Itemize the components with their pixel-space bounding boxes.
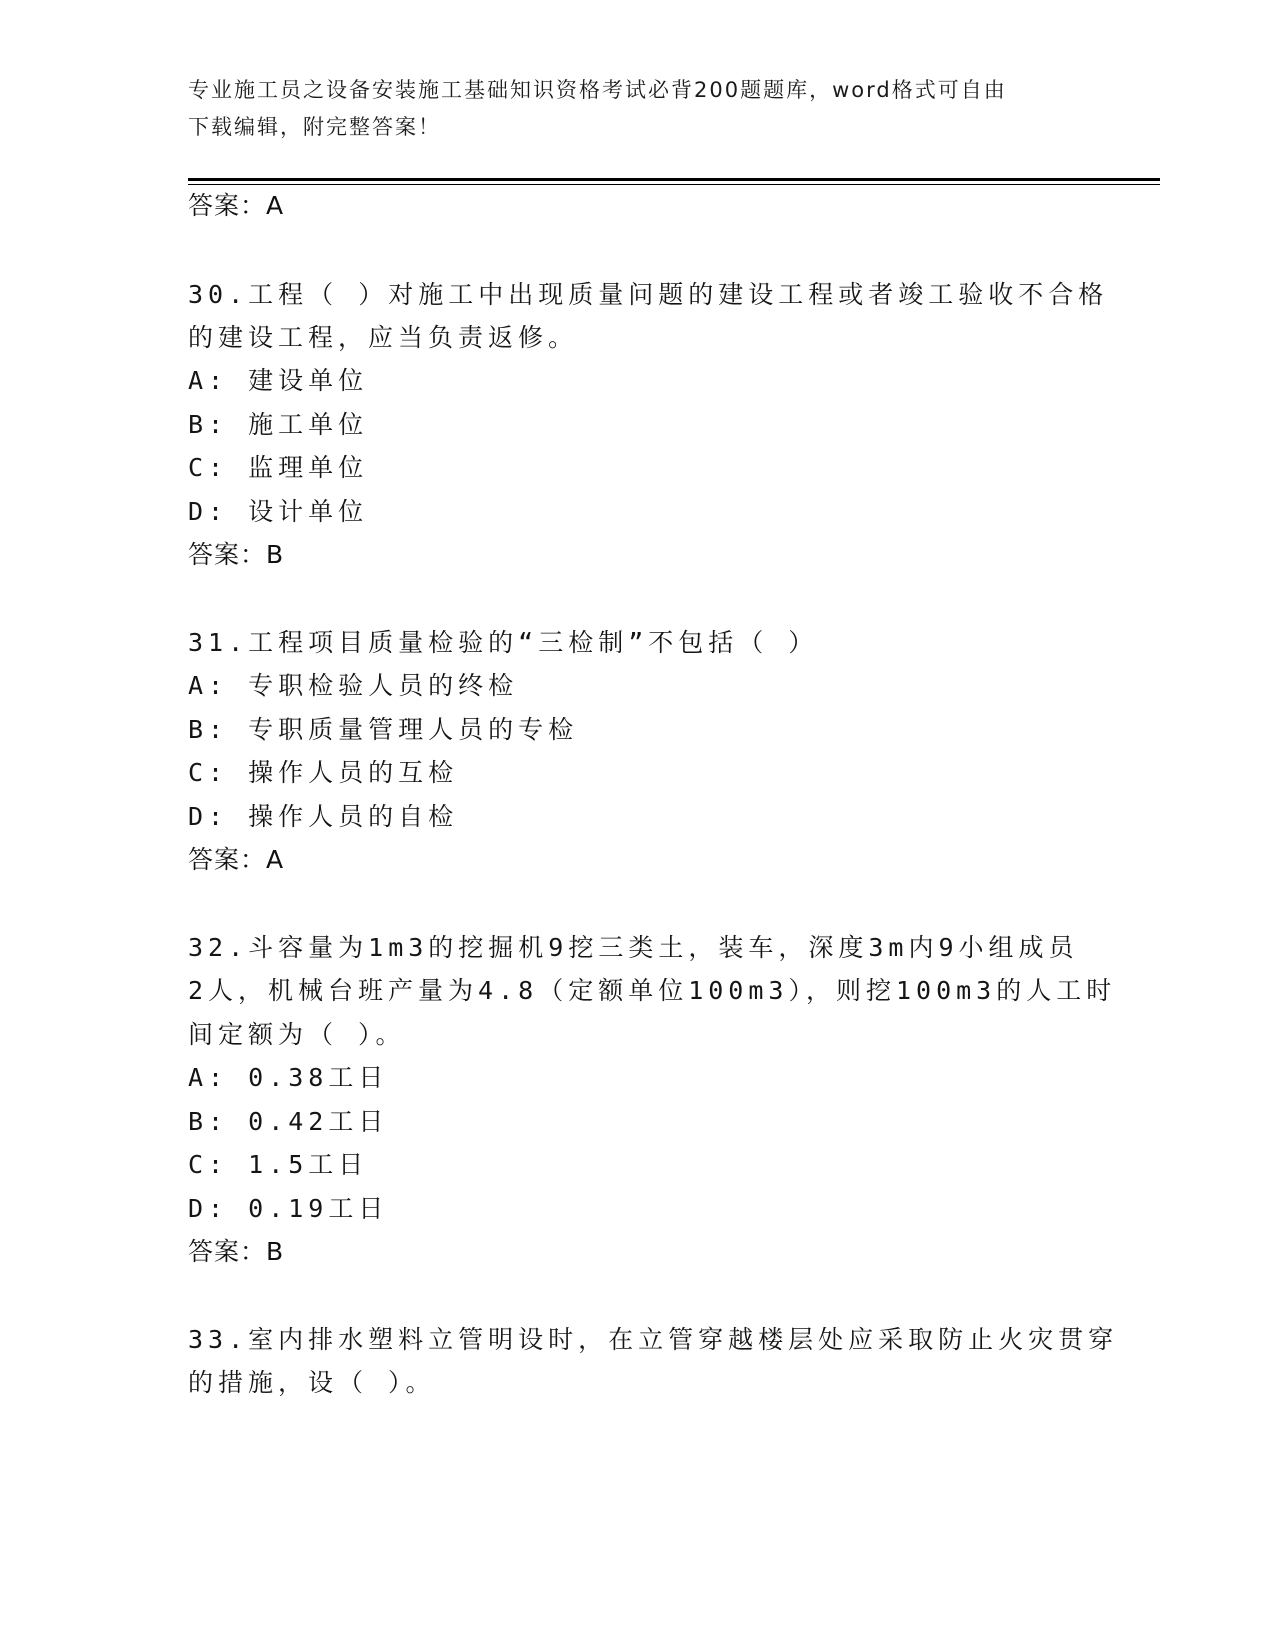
question-33-stem-2: 的措施，设（ ）。 (188, 1368, 436, 1397)
question-30-stem-2: 的建设工程，应当负责返修。 (188, 323, 579, 352)
question-30-option-a: A: 建设单位 (188, 366, 369, 395)
question-32-option-c: C: 1.5工日 (188, 1150, 369, 1179)
question-32-option-a: A: 0.38工日 (188, 1063, 389, 1092)
question-33-stem-1: 33.室内排水塑料立管明设时，在立管穿越楼层处应采取防止火灾贯穿 (188, 1325, 1119, 1354)
question-32-stem-1: 32.斗容量为1m3的挖掘机9挖三类土，装车，深度3m内9小组成员 (188, 933, 1079, 962)
question-31-option-d: D: 操作人员的自检 (188, 802, 459, 831)
question-31-option-b: B: 专职质量管理人员的专检 (188, 715, 579, 744)
question-32-option-b: B: 0.42工日 (188, 1107, 389, 1136)
question-32-answer: 答案：B (188, 1237, 285, 1266)
header-line-1: 专业施工员之设备安装施工基础知识资格考试必背200题题库，word格式可自由 (188, 78, 1007, 102)
question-31-stem-1: 31.工程项目质量检验的“三检制”不包括（ ） (188, 628, 819, 657)
question-31-option-c: C: 操作人员的互检 (188, 758, 459, 787)
question-32-stem-2: 2人，机械台班产量为4.8（定额单位100m3），则挖100m3的人工时 (188, 976, 1117, 1005)
question-31-answer: 答案：A (188, 845, 285, 874)
question-30-option-b: B: 施工单位 (188, 410, 369, 439)
document-header (188, 72, 1068, 146)
header-line-2: 下载编辑，附完整答案！ (188, 115, 441, 139)
answer-previous: 答案：A (188, 191, 285, 220)
question-32-stem-3: 间定额为（ ）。 (188, 1020, 406, 1049)
question-30-stem-1: 30.工程（ ）对施工中出现质量问题的建设工程或者竣工验收不合格 (188, 280, 1109, 309)
question-32-option-d: D: 0.19工日 (188, 1194, 389, 1223)
header-rule-thick (188, 178, 1160, 181)
header-rule-thin (188, 184, 1160, 185)
question-30-answer: 答案：B (188, 540, 285, 569)
question-30-option-c: C: 监理单位 (188, 453, 369, 482)
question-31-option-a: A: 专职检验人员的终检 (188, 671, 519, 700)
question-30-option-d: D: 设计单位 (188, 497, 369, 526)
